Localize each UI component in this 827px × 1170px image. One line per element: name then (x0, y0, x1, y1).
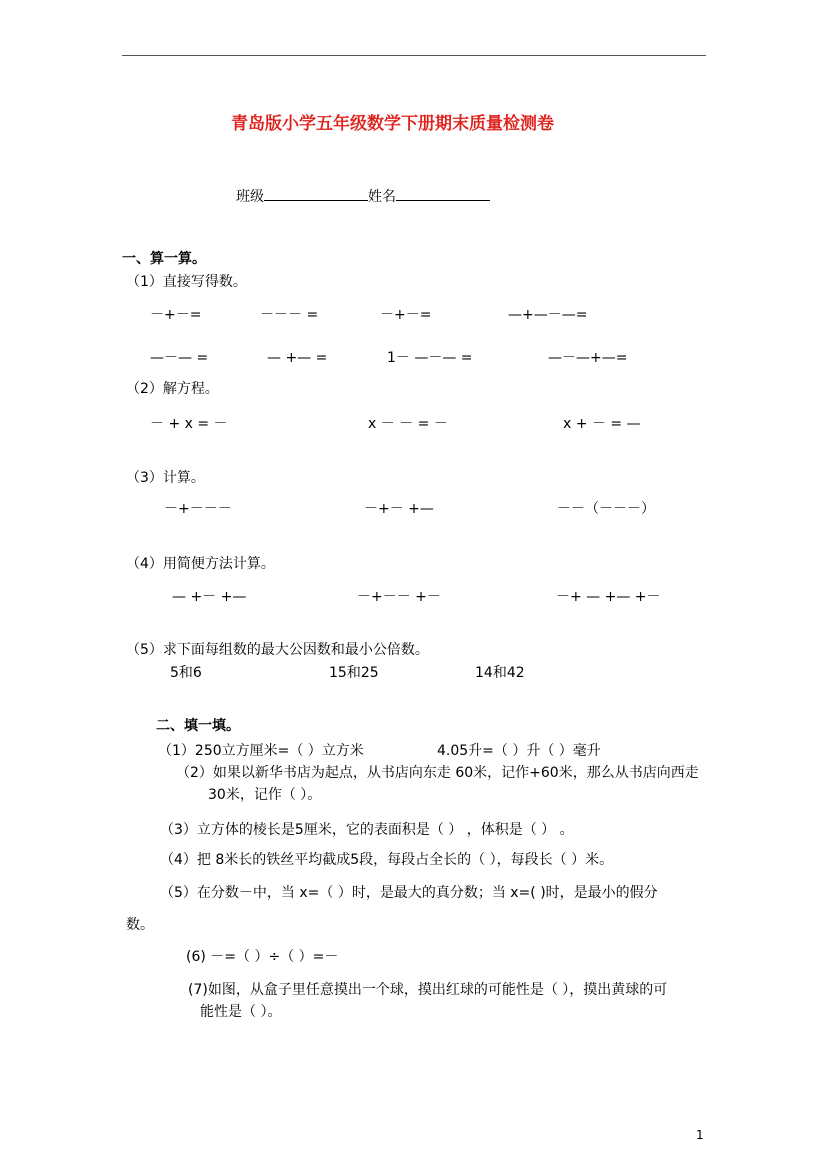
name-label: 姓名 (368, 189, 396, 205)
class-field[interactable] (264, 186, 368, 201)
fill-5b: 数。 (126, 917, 154, 933)
q2-item: － + x = － (150, 416, 228, 432)
q3-item: －+－－－ (164, 501, 232, 517)
q3-item: －+－ +— (364, 501, 434, 517)
class-label: 班级 (236, 189, 264, 205)
header-rule (122, 55, 706, 56)
student-info (236, 186, 490, 207)
q1-item: — +— = (267, 350, 328, 366)
q2-item: x + － = — (563, 416, 641, 432)
fill-1a: （1）250立方厘米=（ ）立方米 (158, 743, 364, 759)
fill-6: (6) －=（ ）÷（ ）=－ (186, 949, 339, 965)
q1-item: －－－ = (260, 307, 319, 323)
part2-heading: 二、填一填。 (156, 718, 240, 734)
page-number: 1 (696, 1128, 704, 1142)
q5-item: 5和6 (170, 665, 202, 681)
name-field[interactable] (396, 186, 490, 201)
fill-1b: 4.05升=（ ）升（ ）毫升 (437, 743, 601, 759)
fill-7b: 能性是（ ）。 (200, 1004, 282, 1020)
fill-2a: （2）如果以新华书店为起点，从书店向东走 60米，记作+60米，那么从书店向西走 (176, 765, 699, 781)
fill-4: （4）把 8米长的铁丝平均截成5段，每段占全长的（ ），每段长（ ）米。 (160, 852, 614, 868)
q5-label: （5）求下面每组数的最大公因数和最小公倍数。 (126, 642, 429, 658)
q1-item: —+—－—= (508, 307, 588, 323)
fill-5a: （5）在分数－中，当 x=（ ）时，是最大的真分数；当 x=( )时，是最小的假分 (160, 885, 658, 901)
q4-item: －+－－ +－ (357, 589, 441, 605)
fill-7a: (7)如图，从盒子里任意摸出一个球，摸出红球的可能性是（ ），摸出黄球的可 (188, 982, 668, 998)
q4-label: （4）用简便方法计算。 (126, 556, 275, 572)
q1-item: －+－= (380, 307, 432, 323)
q3-label: （3）计算。 (126, 470, 205, 486)
fill-2b: 30米，记作（ ）。 (208, 787, 322, 803)
fill-3: （3）立方体的棱长是5厘米，它的表面积是（ ） ，体积是（ ） 。 (160, 822, 574, 838)
page-title: 青岛版小学五年级数学下册期末质量检测卷 (231, 114, 554, 134)
q1-label: （1）直接写得数。 (126, 274, 247, 290)
q1-item: －+－= (150, 307, 202, 323)
q5-item: 14和42 (475, 665, 525, 681)
q1-item: 1－ —－— = (387, 350, 473, 366)
part1-heading: 一、算一算。 (122, 251, 206, 267)
q5-item: 15和25 (329, 665, 379, 681)
q4-item: — +－ +— (172, 589, 247, 605)
q4-item: －+ — +— +－ (556, 589, 661, 605)
q3-item: －－（－－－） (557, 501, 655, 517)
q2-item: x － － = － (368, 416, 448, 432)
q1-item: —－— = (150, 350, 209, 366)
q2-label: （2）解方程。 (126, 381, 219, 397)
q1-item: —－—+—= (548, 350, 628, 366)
